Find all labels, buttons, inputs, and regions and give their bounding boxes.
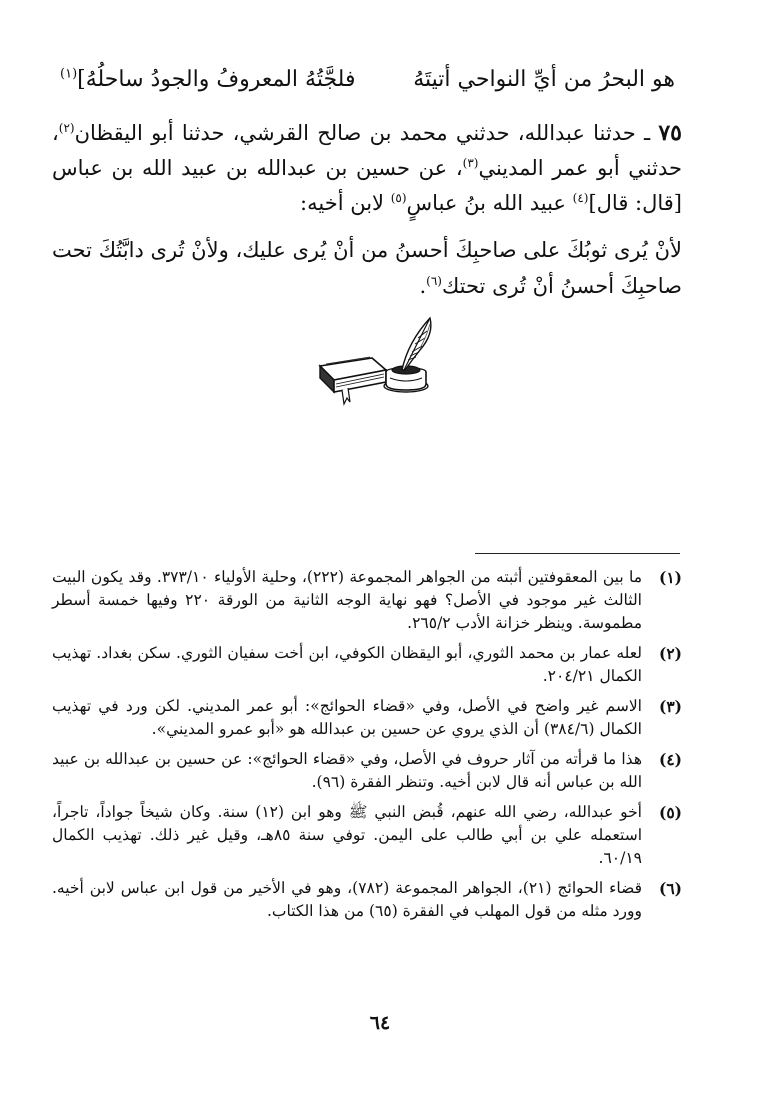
narration-part-2: ، حدثني أبو عمر المديني xyxy=(52,121,682,180)
footnote-text: ما بين المعقوفتين أثبته من الجواهر المجموعة (٢٢٢)، وحلية الأولياء ٣٧٣/١٠. وقد يكون البيت الثالث غير موجود في الأصل؟ فهو نهاية الوجه الثانية من الورقة ٢٢٠ وفيها خمسة أسطر مطموسة. وينظر خزانة الأدب ٢٦٥/٢. xyxy=(52,568,643,632)
verse-second-hemistich-text: فلجَّتُهُ المعروفُ والجودُ ساحلُهُ] xyxy=(77,67,356,92)
narration-part-4: عبيد الله بنُ عباسٍ xyxy=(406,191,573,215)
footnote-ref-3: (٣) xyxy=(462,156,479,170)
footnote-number: (٥) xyxy=(658,803,682,822)
footnote-number: (١) xyxy=(658,568,682,587)
footnote-ref-6: (٦) xyxy=(426,274,442,288)
poem-verse xyxy=(60,62,675,98)
footnote xyxy=(52,695,682,741)
footnote xyxy=(52,642,682,688)
footnote-separator xyxy=(475,553,680,554)
saying-end: . xyxy=(419,274,427,298)
footnote xyxy=(52,877,682,923)
footnote-ref-5: (٥) xyxy=(390,191,407,205)
footnote xyxy=(52,801,682,870)
verse-first-hemistich: هو البحرُ من أيِّ النواحي أتيتَهُ xyxy=(413,67,675,92)
footnote xyxy=(52,748,682,794)
footnote-ref-4: (٤) xyxy=(572,191,589,205)
footnote-number: (٤) xyxy=(658,750,682,769)
narration-number: ٧٥ xyxy=(658,120,682,146)
saying-paragraph xyxy=(52,232,682,304)
book-and-quill-icon xyxy=(312,312,438,406)
footnote-text: الاسم غير واضح في الأصل، وفي «قضاء الحوائج»: أبو عمر المديني. لكن ورد في تهذيب الكمال (٣٨٤/٦) أن الذي يروي عن حسين بن عبدالله هو «أبو عمرو المديني». xyxy=(52,697,642,738)
narration-intro: ـ حدثنا عبدالله، حدثني محمد بن صالح القرشي، حدثنا أبو اليقظان xyxy=(74,121,659,145)
narration-paragraph xyxy=(52,116,682,221)
footnote-text: قضاء الحوائج (٢١)، الجواهر المجموعة (٧٨٢)، وهو في الأخير من قول ابن عباس لابن أخيه. وورد مثله من قول المهلب في الفقرة (٦٥) من هذا الكتاب. xyxy=(52,879,642,920)
footnotes-section xyxy=(52,566,682,930)
footnote xyxy=(52,566,682,635)
footnote-text: لعله عمار بن محمد الثوري، أبو اليقظان الكوفي، ابن أخت سفيان الثوري. سكن بغداد. تهذيب الكمال ٢٠٤/٢١. xyxy=(52,644,642,685)
footnote-number: (٦) xyxy=(658,879,682,898)
verse-second-hemistich xyxy=(60,62,355,98)
footnote-text: هذا ما قرأته من آثار حروف في الأصل، وفي «قضاء الحوائج»: عن حسين بن عبدالله بن عبيد الله بن عباس أنه قال لابن أخيه. وتنظر الفقرة (٩٦). xyxy=(52,750,642,791)
narration-part-3: ، عن حسين بن عبدالله بن عبيد الله بن عباس [قال: قال] xyxy=(52,156,682,215)
page-number: ٦٤ xyxy=(369,1012,391,1034)
saying-text: لأنْ يُرى ثوبُكَ على صاحبِكَ أحسنُ من أنْ يُرى عليك، ولأنْ تُرى دابَّتُكَ تحت صاحبِكَ أحسنُ أنْ تُرى تحتك xyxy=(52,238,682,298)
footnote-ref-1: (١) xyxy=(60,66,78,82)
footnote-ref-2: (٢) xyxy=(58,121,75,135)
footnote-text: أخو عبدالله، رضي الله عنهم، قُبض النبي ﷺ وهو ابن (١٢) سنة. وكان شيخاً جواداً، تاجراً، استعمله علي بن أبي طالب على اليمن. توفي سنة ٨٥هـ، وقيل غير ذلك. تهذيب الكمال ٦٠/١٩. xyxy=(52,803,643,867)
footnote-number: (٣) xyxy=(658,697,682,716)
narration-part-5: لابن أخيه: xyxy=(300,191,391,215)
footnote-number: (٢) xyxy=(658,644,682,663)
